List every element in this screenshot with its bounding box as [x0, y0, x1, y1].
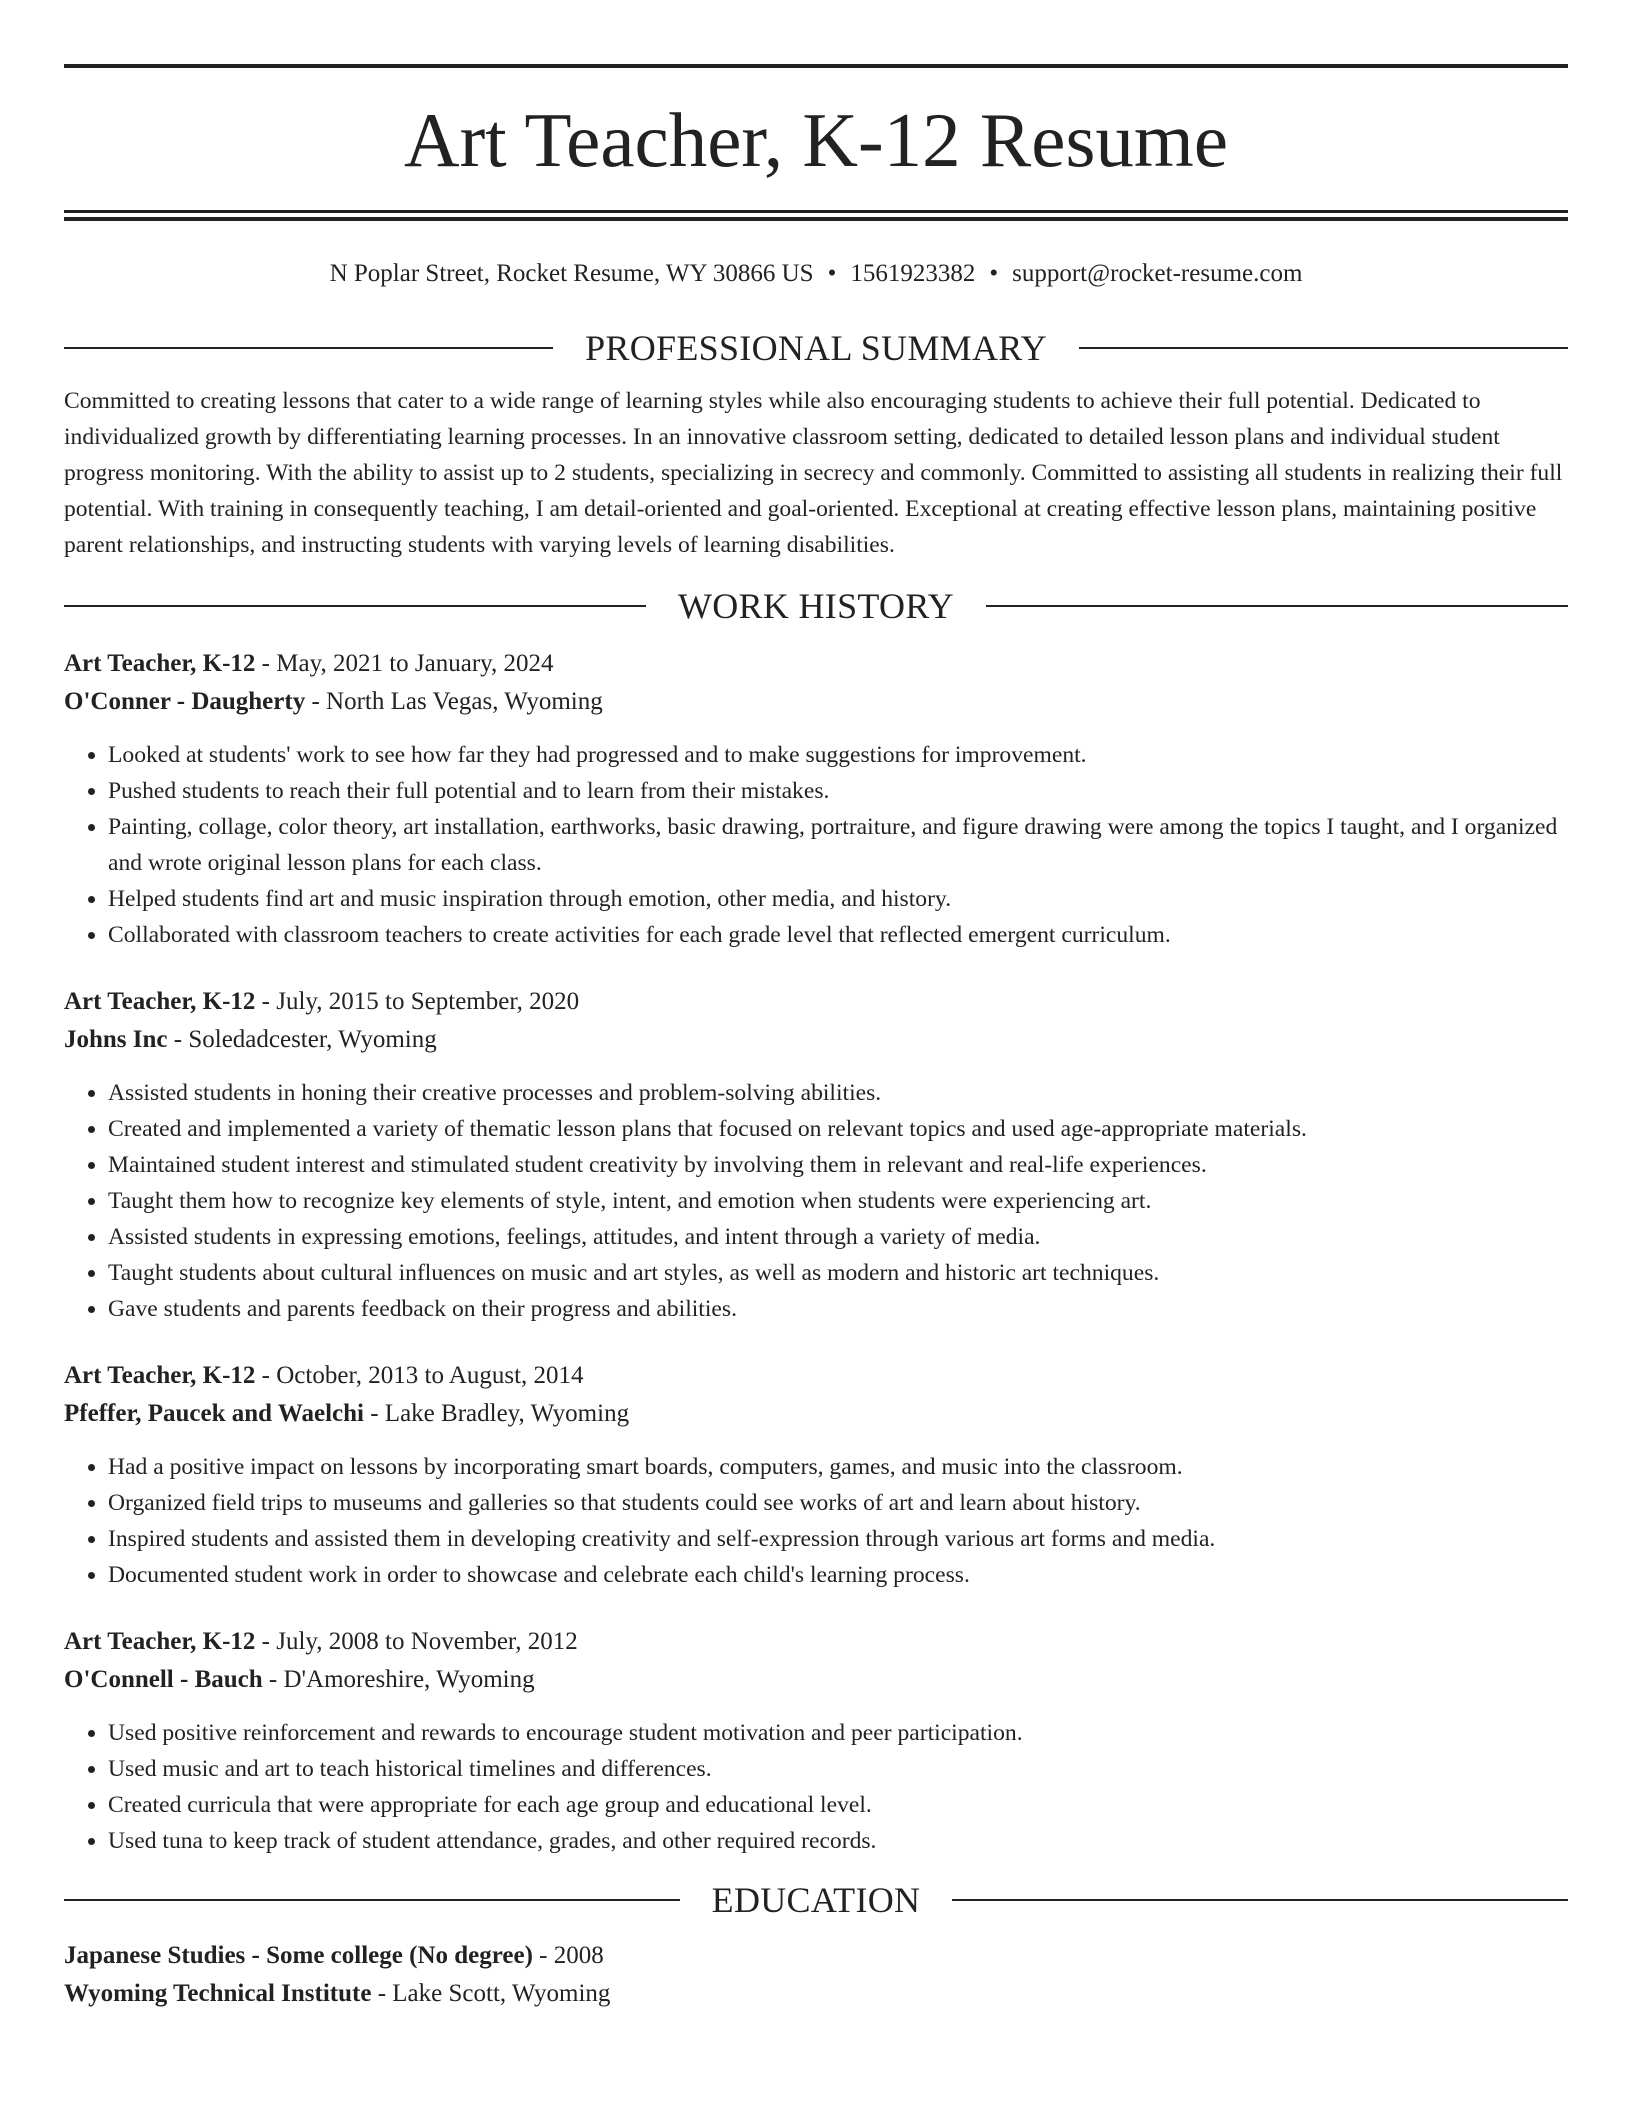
contact-address: N Poplar Street, Rocket Resume, WY 30866 US	[329, 260, 814, 287]
list-item: • Taught them how to recognize key elements of style, intent, and emotion when students were experiencing art.	[108, 1183, 1568, 1219]
contact-email: support@rocket-resume.com	[1012, 260, 1303, 287]
list-item: • Gave students and parents feedback on their progress and abilities.	[108, 1291, 1568, 1327]
job-employer-line	[64, 1661, 1568, 1699]
section-heading-work	[64, 583, 1568, 629]
list-item: • Assisted students in honing their creative processes and problem-solving abilities.	[108, 1075, 1568, 1111]
list-item: • Organized field trips to museums and galleries so that students could see works of art and learn about history.	[108, 1485, 1568, 1521]
list-item: • Used positive reinforcement and rewards to encourage student motivation and peer participation.	[108, 1715, 1568, 1751]
job-title: Art Teacher, K-12	[64, 650, 256, 677]
job-employer-line	[64, 1395, 1568, 1433]
heading-rule	[64, 1899, 680, 1901]
education-entry	[64, 1937, 1568, 2013]
job-title-line	[64, 983, 1568, 1021]
job-dates: - July, 2008 to November, 2012	[255, 1628, 578, 1655]
summary-text: Committed to creating lessons that cater to a wide range of learning styles while also encouraging students to achieve their full potential. Dedicated to individualized growth by differentiating learning processes. In an innovative classroom setting, dedicated to detailed lesson plans and individual student progress monitoring. With the ability to assist up to 2 students, specializing in secrecy and commonly. Committed to assisting all students in realizing their full potential. With training in consequently teaching, I am detail-oriented and goal-oriented. Exceptional at creating effective lesson plans, maintaining positive parent relationships, and instructing students with varying levels of learning disabilities.	[64, 388, 1563, 558]
section-title: EDUCATION	[711, 1880, 921, 1920]
job-entry	[64, 1357, 1568, 1593]
job-dates: - October, 2013 to August, 2014	[255, 1362, 584, 1389]
job-employer: Pfeffer, Paucek and Waelchi	[64, 1400, 364, 1427]
education-degree-line	[64, 1937, 1568, 1975]
list-item: • Used tuna to keep track of student attendance, grades, and other required records.	[108, 1823, 1568, 1859]
list-item: • Created and implemented a variety of thematic lesson plans that focused on relevant topics and used age-appropriate materials.	[108, 1111, 1568, 1147]
job-location: - Soledadcester, Wyoming	[167, 1026, 437, 1053]
list-item: • Painting, collage, color theory, art installation, earthworks, basic drawing, portraiture, and figure drawing were among the topics I taught, and I organized and wrote original lesson plans for each class.	[108, 809, 1568, 881]
list-item: • Created curricula that were appropriate for each age group and educational level.	[108, 1787, 1568, 1823]
job-employer: O'Conner - Daugherty	[64, 688, 306, 715]
job-title: Art Teacher, K-12	[64, 1362, 256, 1389]
job-bullet-list	[64, 1715, 1568, 1859]
contact-phone: 1561923382	[850, 260, 976, 287]
heading-rule	[952, 1899, 1568, 1901]
contact-separator: •	[827, 260, 837, 287]
education-school-line	[64, 1975, 1568, 2013]
resume-title: Art Teacher, K-12 Resume	[404, 96, 1228, 183]
list-item: • Taught students about cultural influences on music and art styles, as well as modern and historic art techniques.	[108, 1255, 1568, 1291]
job-title: Art Teacher, K-12	[64, 988, 256, 1015]
section-title: PROFESSIONAL SUMMARY	[585, 328, 1047, 368]
job-entry	[64, 1623, 1568, 1859]
section-heading-summary	[64, 325, 1568, 371]
heading-rule	[64, 605, 646, 607]
job-entry	[64, 645, 1568, 953]
list-item: • Helped students find art and music inspiration through emotion, other media, and history.	[108, 881, 1568, 917]
list-item: • Assisted students in expressing emotions, feelings, attitudes, and intent through a variety of media.	[108, 1219, 1568, 1255]
job-employer: Johns Inc	[64, 1026, 168, 1053]
resume-page	[64, 64, 1568, 2013]
section-title: WORK HISTORY	[678, 586, 954, 626]
title-bottom-double-rule	[64, 210, 1568, 221]
job-title: Art Teacher, K-12	[64, 1628, 256, 1655]
job-title-line	[64, 1357, 1568, 1395]
section-heading-education	[64, 1877, 1568, 1923]
education-degree: Japanese Studies - Some college (No degree)	[64, 1942, 533, 1969]
job-location: - D'Amoreshire, Wyoming	[262, 1666, 535, 1693]
job-entry	[64, 983, 1568, 1327]
job-employer: O'Connell - Bauch	[64, 1666, 263, 1693]
job-location: - Lake Bradley, Wyoming	[363, 1400, 630, 1427]
list-item: • Looked at students' work to see how far they had progressed and to make suggestions for improvement.	[108, 737, 1568, 773]
contact-line	[64, 257, 1568, 291]
list-item: • Collaborated with classroom teachers to create activities for each grade level that reflected emergent curriculum.	[108, 917, 1568, 953]
job-title-line	[64, 1623, 1568, 1661]
job-bullet-list	[64, 1449, 1568, 1593]
list-item: • Used music and art to teach historical timelines and differences.	[108, 1751, 1568, 1787]
job-dates: - May, 2021 to January, 2024	[255, 650, 554, 677]
job-location: - North Las Vegas, Wyoming	[305, 688, 603, 715]
list-item: • Maintained student interest and stimulated student creativity by involving them in relevant and real-life experiences.	[108, 1147, 1568, 1183]
job-title-line	[64, 645, 1568, 683]
heading-rule	[64, 347, 553, 349]
heading-rule	[1079, 347, 1568, 349]
education-school: Wyoming Technical Institute	[64, 1980, 372, 2007]
job-dates: - July, 2015 to September, 2020	[255, 988, 580, 1015]
list-item: • Documented student work in order to showcase and celebrate each child's learning process.	[108, 1557, 1568, 1593]
job-employer-line	[64, 683, 1568, 721]
job-employer-line	[64, 1021, 1568, 1059]
education-location: - Lake Scott, Wyoming	[371, 1980, 611, 2007]
contact-separator: •	[989, 260, 999, 287]
education-year: - 2008	[532, 1942, 604, 1969]
list-item: • Pushed students to reach their full potential and to learn from their mistakes.	[108, 773, 1568, 809]
list-item: • Inspired students and assisted them in developing creativity and self-expression through various art forms and media.	[108, 1521, 1568, 1557]
job-bullet-list	[64, 1075, 1568, 1327]
list-item: • Had a positive impact on lessons by incorporating smart boards, computers, games, and music into the classroom.	[108, 1449, 1568, 1485]
heading-rule	[986, 605, 1568, 607]
job-bullet-list	[64, 737, 1568, 953]
